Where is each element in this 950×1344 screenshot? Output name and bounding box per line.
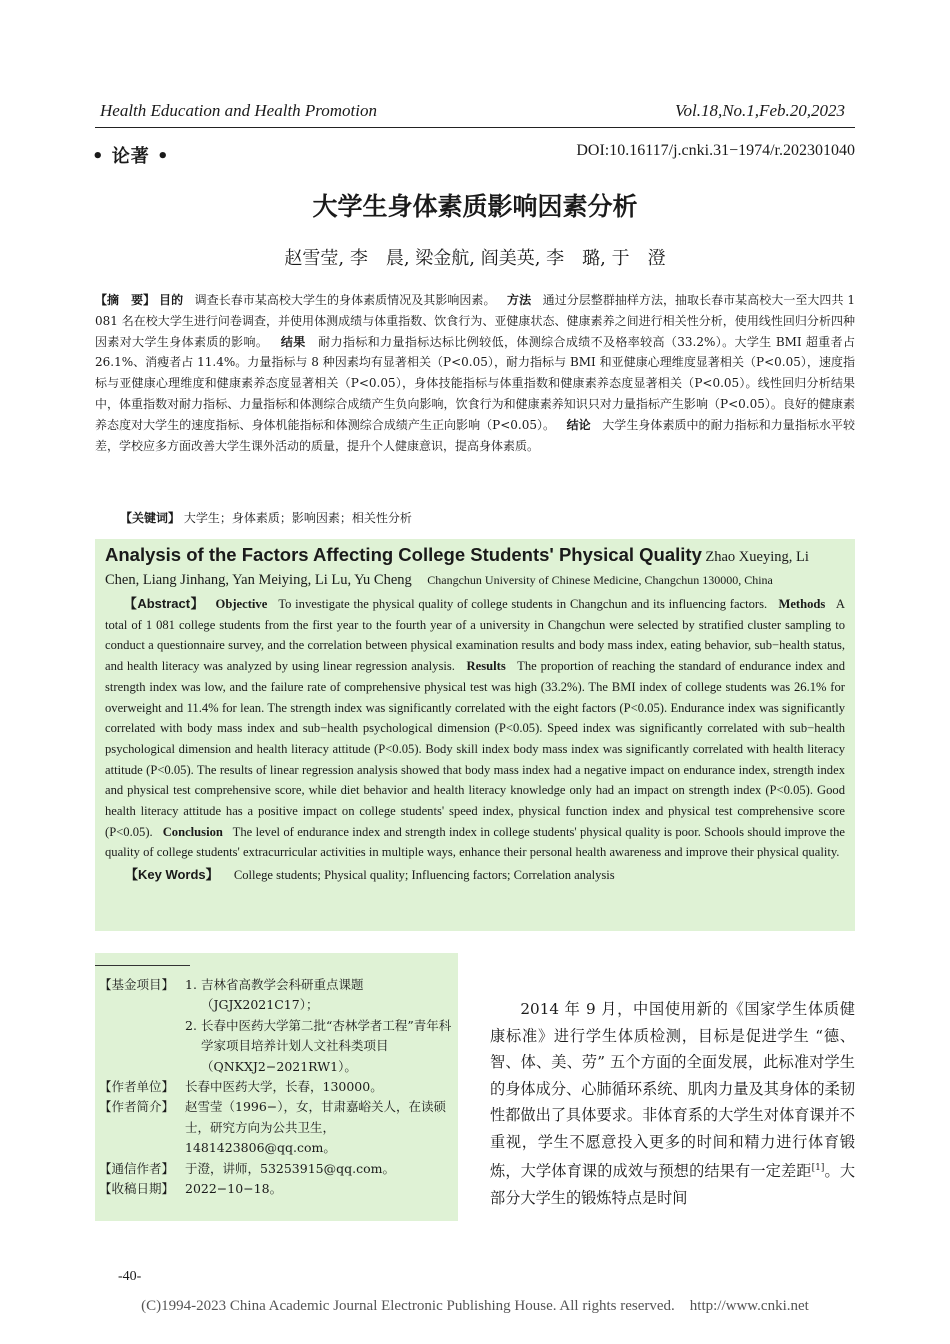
corresponding-author-row	[99, 1159, 452, 1179]
english-results-label: Results	[466, 659, 506, 674]
english-abstract-label: 【Abstract】	[123, 596, 205, 611]
english-conclusion-label: Conclusion	[162, 824, 223, 839]
bio-row	[99, 1097, 452, 1158]
fund-item	[185, 1016, 452, 1077]
corresponding-author-label: 【通信作者】	[99, 1160, 175, 1176]
authors: 赵雪莹, 李 晨, 梁金航, 阎美英, 李 璐, 于 澄	[284, 248, 666, 269]
received-date-label: 【收稿日期】	[99, 1181, 175, 1197]
methods-label: 方法	[507, 293, 532, 307]
issue-info: Vol.18,No.1,Feb.20,2023	[675, 101, 845, 120]
corresponding-author-text: 于澄，讲师，53253915@qq.com。	[185, 1160, 395, 1176]
english-keywords	[105, 864, 845, 883]
results-label: 结果	[280, 334, 306, 349]
fund-item-text: 吉林省高教学会科研重点课题（JGJX2021C17）；	[201, 977, 364, 1013]
unit-row	[99, 1077, 452, 1097]
page-number: -40-	[118, 1269, 142, 1284]
objective-text: 调查长春市某高校大学生的身体素质情况及其影响因素。	[194, 293, 496, 307]
methods-text: 通过分层整群抽样方法，抽取长春市某高校大一至大四共 1 081 名在校大学生进行问卷调查，并使用体测成绩与体重指数、饮食行为、亚健康状态、健康素养之间进行相关性分析，使用线性回归分析四种因素对大学生身体素质的影响。	[95, 293, 855, 349]
english-keywords-label: 【Key Words】	[125, 867, 219, 883]
received-date-text: 2022−10−18。	[185, 1181, 283, 1197]
article-info-box	[95, 953, 458, 1221]
english-authors: Zhao Xueying, Li Chen, Liang Jinhang, Yan Meiying, Li Lu, Yu Cheng	[105, 549, 809, 588]
conclusion-label: 结论	[566, 417, 591, 432]
header-rule	[95, 127, 855, 128]
fund-label: 【基金项目】	[99, 977, 175, 992]
english-affiliation: Changchun University of Chinese Medicine, Changchun 130000, China	[427, 573, 773, 587]
bio-label: 【作者简介】	[99, 1099, 175, 1115]
fund-item	[185, 975, 452, 1016]
fund-item-text: 长春中医药大学第二批“杏林学者工程”青年科学家项目培养计划人文社科类项目（QNKXJ2−2021RW1）。	[201, 1017, 452, 1074]
keywords-label: 【关键词】	[120, 511, 181, 525]
received-date-row	[99, 1179, 452, 1199]
footnote-rule	[95, 965, 190, 966]
fund-item-number: 2.	[185, 1017, 197, 1033]
conclusion-text: 大学生身体素质中的耐力指标和力量指标水平较差，学校应多方面改善大学生课外活动的质量，提升个人健康意识，提高身体素质。	[95, 417, 855, 453]
journal-name: Health Education and Health Promotion	[100, 101, 378, 120]
copyright-footer: (C)1994-2023 China Academic Journal Electronic Publishing House. All rights reserved. http://www.cnki.net	[141, 1298, 809, 1314]
reference-marker[interactable]: [1]	[811, 1163, 825, 1173]
abstract-label: 【摘 要】	[95, 293, 156, 307]
english-abstract-box	[95, 539, 855, 931]
objective-label: 目的	[159, 293, 184, 307]
body-paragraph	[490, 996, 855, 1211]
results-text: 耐力指标和力量指标达标比例较低，体测综合成绩不及格率较高（33.2%）。大学生 BMI 超重者占 26.1%、消瘦者占 11.4%。力量指标与 8 种因素均有显著相关（P<0.05），耐力指标与 BMI 和亚健康心理维度显著相关（P<0.05），速度指标与亚健康心理维度和健康素养态度显著相关（P<0.05），身体技能指标与体重指数和健康素养态度显著相关（P<0.05）。线性回归分析结果中，体重指数对耐力指标、力量指标和体测综合成绩产生负向影响，饮食行为和健康素养知识只对力量指标产生影响（P<0.05）。良好的健康素养态度对大学生的速度指标、身体机能指标和体测综合成绩产生正向影响（P<0.05）。	[95, 334, 855, 432]
chinese-abstract	[95, 290, 855, 456]
english-keywords-text: College students; Physical quality; Influencing factors; Correlation analysis	[233, 868, 615, 883]
body-text-part-1: 2014 年 9 月，中国使用新的《国家学生体质健康标准》进行学生体质检测，目标是促进学生 “德、智、体、美、劳” 五个方面的全面发展，此标准对学生的身体成分、心肺循环系统、肌肉力量及其身体的柔韧性都做出了具体要求。非体育系的大学生对体育课并不重视，学生不愿意投入更多的时间和精力进行体育锻炼，大学体育课的成效与预想的结果有一定差距	[490, 1000, 855, 1181]
bio-text: 赵雪莹（1996−），女，甘肃嘉峪关人，在读硕士，研究方向为公共卫生，1481423806@qq.com。	[185, 1099, 447, 1156]
unit-text: 长春中医药大学，长春，130000。	[185, 1079, 383, 1095]
english-methods-label: Methods	[778, 597, 826, 611]
english-objective-text: To investigate the physical quality of college students in Changchun and its influencing factors.	[278, 597, 768, 611]
english-conclusion-text: The level of endurance index and strength index in college students' physical quality is poor. Schools should improve the quality of college students' extracurricular activities in multiple ways, enhance their personal health awareness and improve their physical quality.	[105, 824, 846, 860]
section-label: • 论著 •	[92, 146, 170, 167]
keywords-text: 大学生；身体素质；影响因素；相关性分析	[183, 511, 412, 525]
fund-row	[99, 975, 452, 1077]
fund-item-number: 1.	[185, 977, 197, 992]
chinese-keywords	[120, 508, 412, 529]
english-results-text: The proportion of reaching the standard of endurance index and strength index was low, and the failure rate of comprehensive physical test was high (33.2%). The BMI index of college students was 26.1% for overweight and 11.4% for lean. The strength index was significantly correlated with the eight factors (P<0.05). Endurance index was significantly correlated with body mass index and sub−health psychological dimension (P<0.05). Speed index was significantly correlated with sub−health psychological dimension and health literacy attitude (P<0.05). Body skill index body mass index was significantly correlated with health literacy attitude (P<0.05). The results of linear regression analysis showed that body mass index had a negative impact on endurance index, strength index and physical test comprehensive score, while diet behavior and health literacy knowledge only had an impact on strength index (P<0.05). Good health literacy attitude has a positive impact on college students' speed index, physical function index and physical test comprehensive score (P<0.05).	[105, 659, 845, 839]
english-methods-text: A total of 1 081 college students from the first year to the fourth year of a university in Changchun were selected by stratified cluster sampling to conduct a questionnaire survey, and the correlation between physical examination results and body mass index, eating behavior, sub−health status, and health literacy was analyzed by using linear regression analysis.	[105, 597, 845, 674]
body-text-part-2: 。大部分大学生的锻炼特点是时间	[490, 1162, 856, 1207]
article-title: 大学生身体素质影响因素分析	[312, 192, 638, 221]
doi[interactable]: DOI:10.16117/j.cnki.31−1974/r.202301040	[576, 142, 855, 159]
english-objective-label: Objective	[215, 597, 268, 611]
english-title: Analysis of the Factors Affecting College Students' Physical Quality	[105, 544, 702, 565]
english-abstract	[105, 594, 845, 863]
unit-label: 【作者单位】	[99, 1079, 175, 1095]
